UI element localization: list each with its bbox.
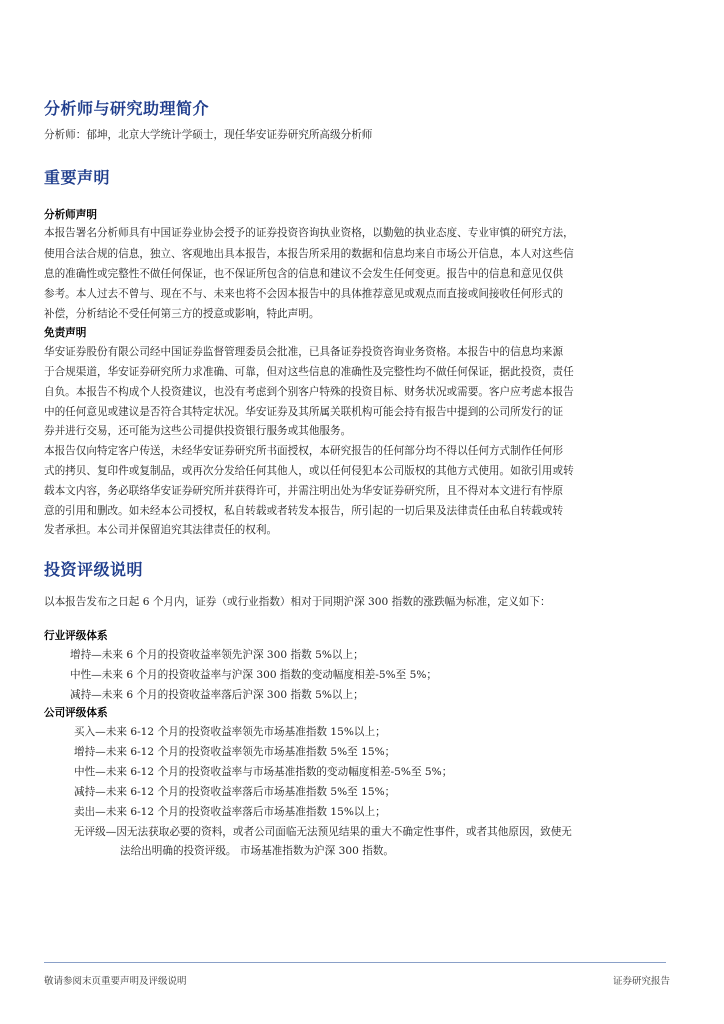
no-rating-line: 无评级—因无法获取必要的资料，或者公司面临无法预见结果的重大不确定性事件，或者其他原因，致使无 <box>74 826 572 838</box>
disclaimer-section-title: 重要声明 <box>44 168 111 187</box>
disclaimer-line: 意的引用和删改。如未经本公司授权，私自转载或者转发本报告，所引起的一切后果及法律责任由私自转载或转 <box>44 505 564 517</box>
industry-rating-item: 减持—未来 6 个月的投资收益率落后沪深 300 指数 5%以上； <box>70 689 364 701</box>
analyst-statement-line: 息的准确性或完整性不做任何保证，也不保证所包含的信息和建议不会发生任何变更。报告中的信息和意见仅供 <box>44 268 564 280</box>
footer-note: 敬请参阅末页重要声明及评级说明 <box>44 976 187 987</box>
disclaimer-line: 本报告仅向特定客户传送，未经华安证券研究所书面授权，本研究报告的任何部分均不得以任何方式制作任何形 <box>44 445 564 457</box>
rating-section-title: 投资评级说明 <box>44 560 144 579</box>
industry-rating-heading: 行业评级体系 <box>44 630 108 642</box>
disclaimer-line: 中的任何意见或建议是否符合其特定状况。华安证券及其所属关联机构可能会持有报告中提到的公司所发行的证 <box>44 406 564 418</box>
industry-rating-item: 中性—未来 6 个月的投资收益率与沪深 300 指数的变动幅度相差-5%至 5%； <box>70 669 438 681</box>
analyst-statement-line: 本报告署名分析师具有中国证券业协会授予的证券投资咨询执业资格，以勤勉的执业态度、专业审慎的研究方法， <box>44 227 574 239</box>
disclaimer-line: 自负。本报告不构成个人投资建议，也没有考虑到个别客户特殊的投资目标、财务状况或需要。客户应考虑本报告 <box>44 386 574 398</box>
disclaimer-line: 券并进行交易，还可能为这些公司提供投资银行服务或其他服务。 <box>44 425 352 437</box>
analyst-section-title: 分析师与研究助理简介 <box>44 99 210 118</box>
company-rating-item: 卖出—未来 6-12 个月的投资收益率落后市场基准指数 15%以上； <box>74 806 386 818</box>
footer-divider <box>44 962 666 963</box>
disclaimer-line: 式的拷贝、复印件或复制品，或再次分发给任何其他人，或以任何侵犯本公司版权的其他方式使用。如欲引用或转 <box>44 465 574 477</box>
company-rating-heading: 公司评级体系 <box>44 707 108 719</box>
company-rating-item: 增持—未来 6-12 个月的投资收益率领先市场基准指数 5%至 15%； <box>74 746 396 758</box>
rating-intro: 以本报告发布之日起 6 个月内，证券（或行业指数）相对于同期沪深 300 指数的涨跌幅为标准，定义如下： <box>44 596 551 608</box>
company-rating-item: 中性—未来 6-12 个月的投资收益率与市场基准指数的变动幅度相差-5%至 5%； <box>74 766 453 778</box>
no-rating-line-continued: 法给出明确的投资评级。 市场基准指数为沪深 300 指数。 <box>120 845 394 857</box>
disclaimer-heading: 免责声明 <box>44 327 87 339</box>
footer-report-type: 证券研究报告 <box>612 976 670 987</box>
company-rating-item: 减持—未来 6-12 个月的投资收益率落后市场基准指数 5%至 15%； <box>74 786 396 798</box>
disclaimer-line: 载本文内容，务必联络华安证券研究所并获得许可，并需注明出处为华安证券研究所，且不得对本文进行有悖原 <box>44 485 564 497</box>
industry-rating-item: 增持—未来 6 个月的投资收益率领先沪深 300 指数 5%以上； <box>70 649 364 661</box>
disclaimer-line: 于合规渠道，华安证券研究所力求准确、可靠，但对这些信息的准确性及完整性均不做任何保证，据此投资，责任 <box>44 366 574 378</box>
analyst-statement-line: 补偿，分析结论不受任何第三方的授意或影响，特此声明。 <box>44 308 320 320</box>
disclaimer-line: 华安证券股份有限公司经中国证券监督管理委员会批准，已具备证券投资咨询业务资格。本报告中的信息均来源 <box>44 346 564 358</box>
analyst-intro: 分析师：郁坤，北京大学统计学硕士，现任华安证券研究所高级分析师 <box>44 129 373 141</box>
disclaimer-line: 发者承担。本公司并保留追究其法律责任的权利。 <box>44 524 278 536</box>
analyst-statement-heading: 分析师声明 <box>44 209 97 221</box>
analyst-statement-line: 参考。本人过去不曾与、现在不与、未来也将不会因本报告中的具体推荐意见或观点而直接或间接收任何形式的 <box>44 288 564 300</box>
analyst-statement-line: 使用合法合规的信息，独立、客观地出具本报告，本报告所采用的数据和信息均来自市场公开信息，本人对这些信 <box>44 248 574 260</box>
company-rating-item: 买入—未来 6-12 个月的投资收益率领先市场基准指数 15%以上； <box>74 726 386 738</box>
